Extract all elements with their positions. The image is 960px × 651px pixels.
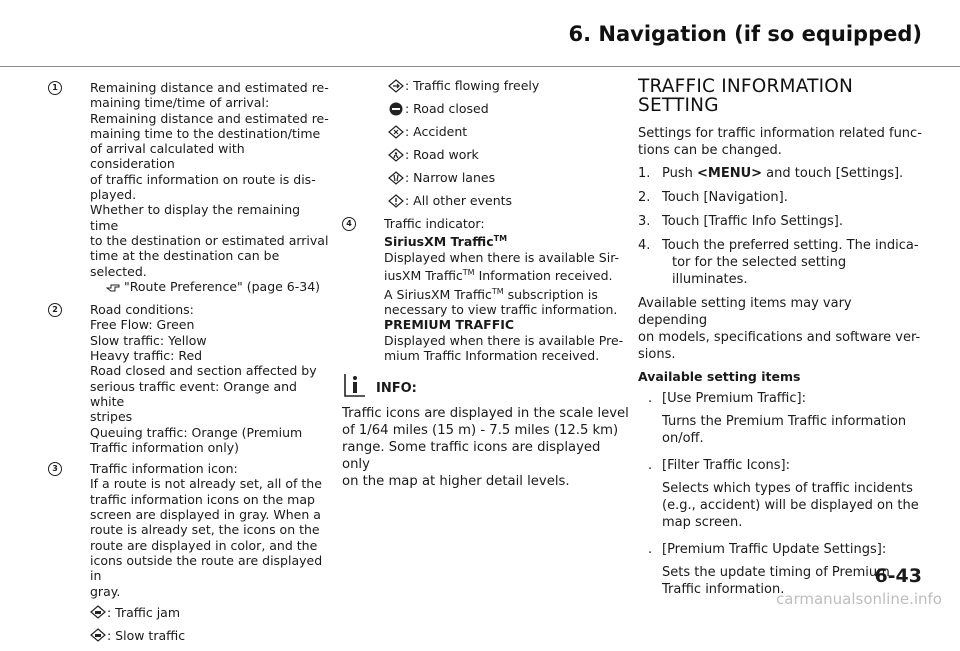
- step-text: and touch [Settings].: [762, 166, 904, 181]
- bullet: .: [648, 458, 653, 474]
- icon-label: : Slow traffic: [107, 627, 186, 643]
- text-line: icons outside the route are displayed in: [90, 552, 323, 584]
- text-line: Turns the Premium Traffic information: [662, 414, 907, 430]
- icon-label: : Road closed: [405, 100, 489, 116]
- text-line: Heavy traffic: Red: [90, 348, 203, 364]
- text-line: of 1/64 miles (15 m) - 7.5 miles (12.5 km): [342, 423, 619, 439]
- icon-label: : Narrow lanes: [405, 169, 496, 185]
- number-circle: 4: [342, 217, 356, 231]
- other-events-icon: [388, 194, 404, 208]
- step-number: 4.: [638, 238, 651, 253]
- page-header-title: 6. Navigation (if so equipped): [568, 22, 922, 46]
- text-line: Traffic icons are displayed in the scale level: [342, 406, 629, 422]
- text-line: If a route is not already set, all of the: [90, 476, 322, 492]
- road-work-row: [342, 147, 632, 162]
- text-line: gray.: [90, 583, 121, 599]
- watermark: carmanualsonline.info: [776, 590, 942, 608]
- menu-key: <MENU>: [697, 166, 763, 181]
- item-4: [342, 216, 632, 363]
- setting-filter-traffic-icons: [638, 457, 922, 474]
- narrow-lanes-row: [342, 170, 632, 185]
- text-line: Traffic information.: [662, 582, 785, 598]
- intro-text: [638, 125, 922, 159]
- accident-row: [342, 124, 632, 139]
- column-left: [48, 80, 330, 651]
- setting-description: [638, 480, 922, 531]
- text-line: of arrival calculated with consideration: [90, 141, 245, 172]
- header-rule: [0, 66, 960, 67]
- text-line: on models, specifications and software ver-: [638, 330, 921, 345]
- siriusxm-heading: [384, 231, 632, 249]
- reference-text: "Route Preference" (page 6-34): [124, 278, 321, 294]
- step-4: [638, 237, 922, 288]
- setting-label: [Premium Traffic Update Settings]:: [662, 542, 887, 558]
- available-items-heading: Available setting items: [638, 369, 801, 384]
- road-closed-icon: [388, 102, 404, 116]
- column-middle: [342, 78, 632, 490]
- slow-traffic-icon: [90, 628, 106, 642]
- premium-heading: PREMIUM TRAFFIC: [384, 317, 515, 333]
- text-line: Sets the update timing of Premium: [662, 565, 890, 581]
- setting-use-premium-traffic: [638, 390, 922, 407]
- traffic-jam-icon: [90, 605, 106, 619]
- number-circle: 3: [48, 462, 62, 476]
- icon-label: : Traffic jam: [107, 604, 181, 620]
- step-text: tor for the selected setting illuminates.: [672, 255, 847, 287]
- text-line: Traffic information icon:: [90, 461, 238, 477]
- text-fragment: A SiriusXM Traffic: [384, 286, 492, 302]
- item-2: [48, 302, 330, 455]
- text-line: Displayed when there is available Pre-: [384, 332, 624, 348]
- step-text: Push: [662, 166, 697, 181]
- step-number: 2.: [638, 190, 651, 205]
- text-line: Queuing traffic: Orange (Premium: [90, 424, 303, 440]
- text-line: sions.: [638, 347, 676, 362]
- icon-label: : Road work: [405, 146, 479, 162]
- number-circle: 1: [48, 81, 62, 95]
- text-line: Remaining distance and estimated re-: [90, 110, 329, 126]
- page-number: 6-43: [874, 565, 922, 587]
- text-line: Whether to display the remaining time: [90, 202, 301, 233]
- text-line: on the map at higher detail levels.: [342, 474, 570, 490]
- info-icon: [342, 371, 368, 399]
- pointing-hand-icon: [106, 281, 122, 296]
- setting-label: [Filter Traffic Icons]:: [662, 458, 790, 474]
- column-right: [638, 78, 922, 608]
- text-line: mium Traffic Information received.: [384, 347, 600, 363]
- text-line: on/off.: [662, 431, 704, 447]
- text-line: route are displayed in color, and the: [90, 537, 318, 553]
- title-line: SETTING: [638, 94, 719, 116]
- text-line: Selects which types of traffic incidents: [662, 481, 913, 497]
- text-line: necessary to view traffic information.: [384, 301, 618, 317]
- traffic-jam-row: [48, 605, 330, 620]
- text-line: [384, 284, 632, 302]
- trademark: TM: [462, 268, 475, 278]
- text-line: Slow traffic: Yellow: [90, 332, 207, 348]
- text-line: map screen.: [662, 515, 743, 531]
- title-line: TRAFFIC INFORMATION: [638, 76, 854, 97]
- text-line: tions can be changed.: [638, 143, 782, 158]
- text-line: traffic information icons on the map: [90, 491, 315, 507]
- narrow-lanes-icon: [388, 171, 404, 185]
- step-1: [638, 165, 922, 182]
- icon-label: : Traffic flowing freely: [405, 77, 540, 93]
- road-closed-row: [342, 101, 632, 116]
- text-line: Settings for traffic information related func-: [638, 126, 922, 141]
- info-heading: [342, 371, 632, 399]
- heading-text: SiriusXM Traffic: [384, 234, 494, 250]
- bullet: .: [648, 542, 653, 558]
- text-line: time at the destination can be selected.: [90, 248, 280, 279]
- other-events-row: [342, 193, 632, 208]
- setting-description: [638, 413, 922, 447]
- traffic-flowing-freely-icon: [388, 79, 404, 93]
- text-line: Road closed and section affected by: [90, 363, 317, 379]
- text-line: of traffic information on route is dis-: [90, 171, 316, 187]
- icon-label: : All other events: [405, 192, 513, 208]
- info-text: [342, 405, 632, 490]
- number-circle: 2: [48, 303, 62, 317]
- text-line: Displayed when there is available Sir-: [384, 249, 620, 265]
- page-reference-link[interactable]: [90, 279, 330, 296]
- text-line: Traffic indicator:: [384, 216, 485, 231]
- step-text: Touch the preferred setting. The indica-: [662, 238, 919, 253]
- text-line: to the destination or estimated arrival: [90, 232, 329, 248]
- accident-icon: [388, 125, 404, 139]
- step-text: Touch [Navigation].: [662, 190, 788, 205]
- trademark: TM: [493, 234, 508, 244]
- step-2: [638, 189, 922, 206]
- info-label: INFO:: [376, 381, 417, 397]
- text-line: (e.g., accident) will be displayed on the: [662, 498, 919, 514]
- bullet: .: [648, 391, 653, 407]
- text-line: Traffic information only): [90, 439, 239, 455]
- text-line: maining time/time of arrival:: [90, 95, 270, 111]
- text-line: serious traffic event: Orange and white: [90, 378, 297, 409]
- section-title: [638, 78, 922, 115]
- text-line: Free Flow: Green: [90, 317, 195, 333]
- free-flow-row: [342, 78, 632, 93]
- step-3: [638, 213, 922, 230]
- text-fragment: Information received.: [478, 268, 613, 284]
- text-line: Available setting items may vary depending: [638, 296, 852, 328]
- icon-label: : Accident: [405, 123, 468, 139]
- text-fragment: iusXM Traffic: [384, 268, 463, 284]
- text-fragment: subscription is: [507, 286, 598, 302]
- trademark: TM: [491, 286, 504, 296]
- text-line: stripes: [90, 409, 133, 425]
- setting-premium-traffic-update: [638, 541, 922, 558]
- text-line: route is already set, the icons on the: [90, 522, 320, 538]
- availability-note: [638, 295, 922, 363]
- road-work-icon: [388, 148, 404, 162]
- text-line: Road conditions:: [90, 302, 194, 318]
- step-text: Touch [Traffic Info Settings].: [662, 214, 843, 229]
- text-line: maining time to the destination/time: [90, 125, 321, 141]
- slow-traffic-row: [48, 628, 330, 643]
- item-3: [48, 461, 330, 599]
- text-line: played.: [90, 187, 137, 203]
- step-number: 3.: [638, 214, 651, 229]
- item-1: [48, 80, 330, 296]
- text-line: screen are displayed in gray. When a: [90, 507, 321, 523]
- step-number: 1.: [638, 166, 651, 181]
- setting-label: [Use Premium Traffic]:: [662, 391, 806, 407]
- text-line: Remaining distance and estimated re-: [90, 80, 329, 95]
- text-line: range. Some traffic icons are displayed only: [342, 440, 601, 473]
- text-line: [384, 265, 632, 283]
